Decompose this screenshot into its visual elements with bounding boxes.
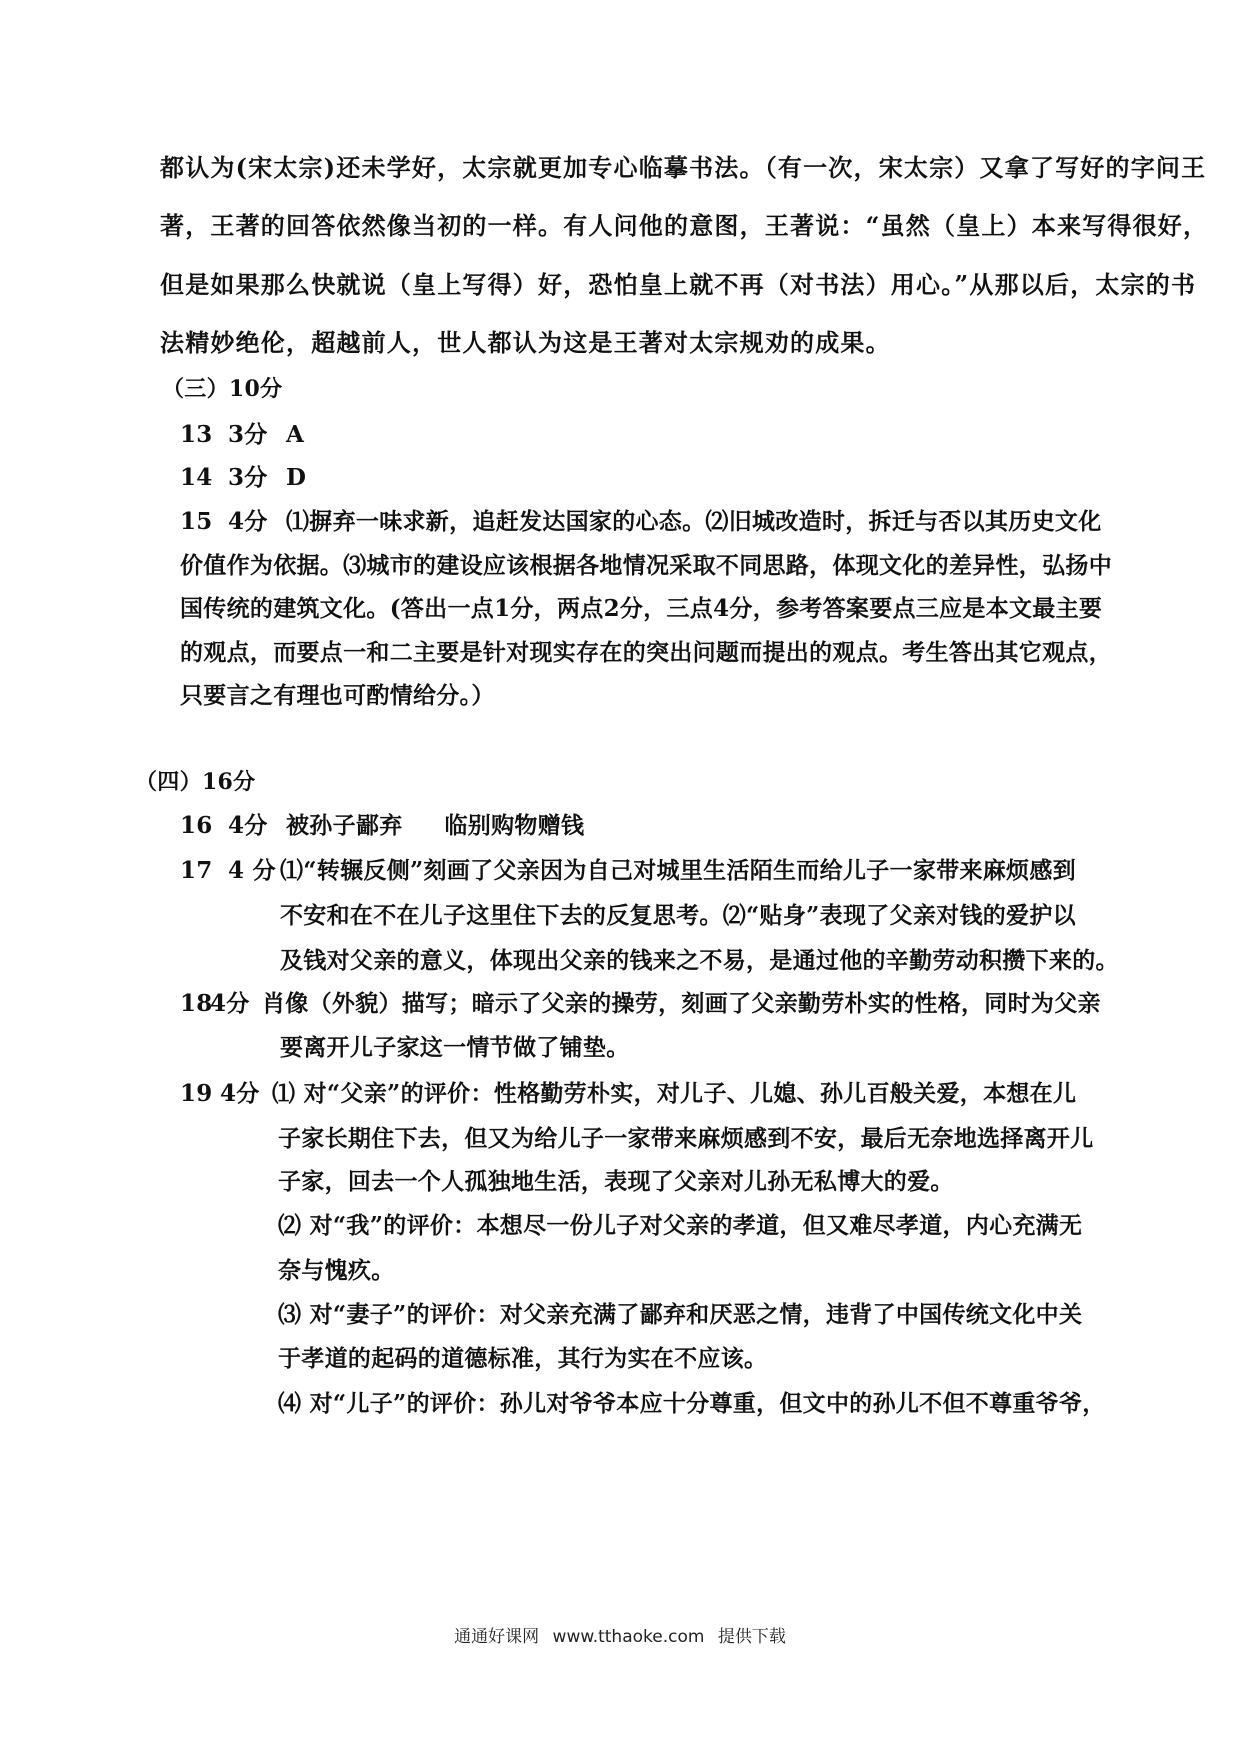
answer-text: A xyxy=(286,421,305,448)
footer-url[interactable]: www.tthaoke.com xyxy=(552,1627,705,1647)
answer-15-line-3: 国传统的建筑文化。(答出一点1分，两点2分，三点4分，参考答案要点三应是本文最主要 xyxy=(180,595,1103,622)
answer-17-text-2: 不安和在不在儿子这里住下去的反复思考。⑵“贴身”表现了父亲对钱的爱护以 xyxy=(280,902,1076,929)
question-number: 16 xyxy=(180,812,213,839)
section-3-heading: （三）10分 xyxy=(162,376,283,402)
answer-19-text-5: 奈与愧疚。 xyxy=(278,1257,395,1284)
intro-line-1: 都认为(宋太宗)还未学好，太宗就更加专心临摹书法。（有一次，宋太宗）又拿了写好的字问王 xyxy=(160,153,1207,182)
answer-text: ⑴摒弃一味求新，追赶发达国家的心态。⑵旧城改造时，拆迁与否以其历史文化 xyxy=(286,508,1102,535)
answer-13 xyxy=(180,416,304,449)
question-score: 4 分 xyxy=(228,857,276,884)
answer-15-line-4: 的观点，而要点一和二主要是针对现实存在的突出问题而提出的观点。考生答出其它观点， xyxy=(180,639,1112,666)
answer-19-text-3: 子家，回去一个人孤独地生活，表现了父亲对儿孙无私博大的爱。 xyxy=(278,1168,954,1195)
answer-17-text-3: 及钱对父亲的意义，体现出父亲的钱来之不易，是通过他的辛勤劳动积攒下来的。 xyxy=(280,947,1119,974)
question-number: 19 xyxy=(180,1080,213,1107)
question-score: 4分 xyxy=(220,1080,260,1107)
answer-text: D xyxy=(286,464,307,491)
question-score: 4分 xyxy=(228,508,268,535)
answer-17-line-1 xyxy=(180,852,280,885)
question-score: 4分 xyxy=(228,812,268,839)
answer-19-text-6: ⑶ 对“妻子”的评价：对父亲充满了鄙弃和厌恶之情，违背了中国传统文化中关 xyxy=(278,1301,1083,1328)
answer-text-b: 临别购物赠钱 xyxy=(444,812,585,839)
answer-17-text-1: ⑴“转辗反侧”刻画了父亲因为自己对城里生活陌生而给儿子一家带来麻烦感到 xyxy=(280,857,1076,884)
answer-18-line-1 xyxy=(180,985,250,1018)
answer-18-text-1: 肖像（外貌）描写；暗示了父亲的操劳，刻画了父亲勤劳朴实的性格，同时为父亲 xyxy=(262,990,1101,1017)
section-4-heading: （四）16分 xyxy=(135,769,256,795)
question-number: 15 xyxy=(180,508,213,535)
answer-15-line-2: 价值作为依据。⑶城市的建设应该根据各地情况采取不同思路，体现文化的差异性，弘扬中 xyxy=(180,552,1112,579)
answer-19-line-1 xyxy=(180,1075,260,1108)
answer-18-text-2: 要离开儿子家这一情节做了铺垫。 xyxy=(280,1034,630,1061)
question-number: 17 xyxy=(180,857,213,884)
answer-19-text-1: ⑴ 对“父亲”的评价：性格勤劳朴实，对儿子、儿媳、孙儿百般关爱，本想在儿 xyxy=(272,1080,1077,1107)
intro-line-2: 著，王著的回答依然像当初的一样。有人问他的意图，王著说：“虽然（皇上）本来写得很好， xyxy=(160,211,1209,240)
answer-15-line-5: 只要言之有理也可酌情给分。） xyxy=(180,682,495,709)
question-number: 14 xyxy=(180,464,213,491)
answer-19-text-2: 子家长期住下去，但又为给儿子一家带来麻烦感到不安，最后无奈地选择离开儿 xyxy=(278,1125,1094,1152)
answer-14 xyxy=(180,459,306,492)
answer-19-text-7: 于孝道的起码的道德标准，其行为实在不应该。 xyxy=(278,1345,768,1372)
question-score: 3分 xyxy=(228,421,268,448)
page-footer xyxy=(0,1622,1240,1647)
question-score: 4分 xyxy=(210,990,250,1017)
answer-19-text-4: ⑵ 对“我”的评价：本想尽一份儿子对父亲的孝道，但又难尽孝道，内心充满无 xyxy=(278,1212,1083,1239)
answer-15-line-1 xyxy=(180,503,1102,536)
question-number: 18 xyxy=(180,990,213,1017)
question-number: 13 xyxy=(180,421,213,448)
answer-text-a: 被孙子鄙弃 xyxy=(286,812,403,839)
footer-site-name: 通通好课网 xyxy=(454,1627,540,1647)
question-score: 3分 xyxy=(228,464,268,491)
answer-19-text-8: ⑷ 对“儿子”的评价：孙儿对爷爷本应十分尊重，但文中的孙儿不但不尊重爷爷， xyxy=(278,1390,1106,1417)
intro-line-3: 但是如果那么快就说（皇上写得）好，恐怕皇上就不再（对书法）用心。”从那以后，太宗的书 xyxy=(160,270,1197,299)
answer-16 xyxy=(180,807,584,840)
intro-line-4: 法精妙绝伦，超越前人，世人都认为这是王著对太宗规劝的成果。 xyxy=(160,328,891,357)
footer-suffix: 提供下载 xyxy=(717,1627,786,1647)
